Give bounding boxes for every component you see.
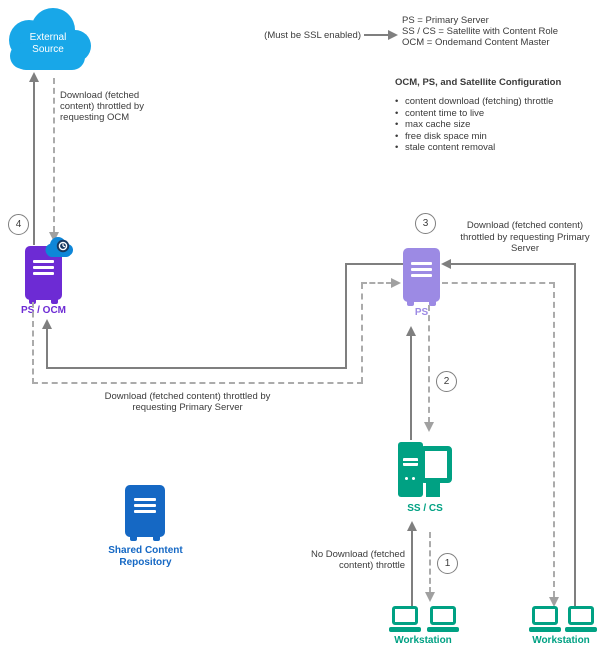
- laptop-icon: [529, 606, 561, 633]
- download-line-psocm-to-ps-seg3: [361, 283, 363, 383]
- annotation-no-download: No Download (fetched content) throttle: [311, 549, 405, 571]
- monitor-icon: [420, 446, 452, 483]
- request-arrowhead-to-psocm: [42, 319, 52, 329]
- request-line-ws-to-ss: [411, 530, 413, 606]
- abbreviation-legend: [402, 15, 597, 48]
- annotation-download-ps-top: Download (fetched content) throttled by requesting Primary Server: [460, 220, 590, 254]
- ss-cs-label: SS / CS: [407, 503, 443, 514]
- request-line-ps-to-psocm-seg4: [46, 328, 48, 369]
- download-line-ps-to-ws-right-v: [553, 282, 555, 597]
- workstation-left-label: Workstation: [394, 635, 452, 646]
- configuration-item: • content download (fetching) throttle: [395, 96, 595, 108]
- download-line-ps-to-ws-right-h: [442, 282, 555, 284]
- download-arrowhead-to-ps: [391, 278, 401, 288]
- ondemand-cloud-badge-icon: [43, 235, 75, 259]
- legend-item: SS / CS = Satellite with Content Role: [402, 26, 559, 37]
- step-badge-3: 3: [415, 213, 436, 234]
- annotation-download-ps-bottom: Download (fetched content) throttled by requesting Primary Server: [104, 391, 271, 413]
- request-line-ps-to-psocm-seg3: [46, 367, 347, 369]
- download-line-psocm-to-ps-seg1: [32, 302, 34, 384]
- request-line-ss-to-ps: [410, 335, 412, 440]
- step-badge-1: 1: [437, 553, 458, 574]
- monitor-stand: [426, 483, 440, 497]
- request-line-ps-to-psocm-seg2: [345, 263, 347, 369]
- ps-server-icon: [403, 248, 440, 302]
- workstation-right-label: Workstation: [532, 635, 590, 646]
- ps-label: PS: [414, 307, 429, 318]
- ssl-pointer-arrowhead: [388, 30, 398, 40]
- step-badge-4: 4: [8, 214, 29, 235]
- external-source-label: External Source: [29, 32, 67, 55]
- ss-cs-node: [398, 442, 454, 498]
- ps-ocm-label: PS / OCM: [20, 305, 66, 316]
- configuration-list: [395, 96, 595, 154]
- configuration-item: • max cache size: [395, 119, 595, 131]
- tower-icon: [398, 442, 423, 497]
- request-arrowhead-to-ps-right: [441, 259, 451, 269]
- request-line-ps-to-psocm-seg1: [345, 263, 403, 265]
- download-arrowhead-to-ws-left: [425, 592, 435, 602]
- download-line-ss-to-ws: [429, 532, 431, 593]
- download-line-psocm-to-ps-seg4: [361, 282, 392, 284]
- legend-item: OCM = Ondemand Content Master: [402, 37, 550, 48]
- configuration-item: • content time to live: [395, 108, 595, 120]
- configuration-block: [395, 77, 595, 154]
- legend-item: PS = Primary Server: [402, 15, 489, 26]
- ssl-note: (Must be SSL enabled): [264, 30, 361, 41]
- download-arrowhead-to-ss: [424, 422, 434, 432]
- shared-repo-server-icon: [125, 485, 165, 537]
- laptop-icon: [427, 606, 459, 633]
- shared-repo-label: Shared Content Repository: [108, 545, 183, 568]
- request-line-ws-right-to-ps-h: [451, 263, 576, 265]
- request-line-psocm-to-cloud: [33, 81, 35, 245]
- request-line-ws-right-to-ps-v: [574, 263, 576, 608]
- annotation-download-ocm: Download (fetched content) throttled by requesting OCM: [60, 90, 144, 123]
- ssl-pointer-line: [364, 34, 389, 36]
- step-badge-2: 2: [436, 371, 457, 392]
- external-source-node: [3, 6, 93, 72]
- configuration-item: • stale content removal: [395, 142, 595, 154]
- download-line-cloud-to-psocm: [53, 78, 55, 232]
- configuration-item: • free disk space min: [395, 131, 595, 143]
- download-line-ps-to-ss: [428, 305, 430, 423]
- configuration-title: OCM, PS, and Satellite Configuration: [395, 77, 562, 88]
- download-line-psocm-to-ps-seg2: [32, 382, 363, 384]
- laptop-icon: [389, 606, 421, 633]
- laptop-icon: [565, 606, 597, 633]
